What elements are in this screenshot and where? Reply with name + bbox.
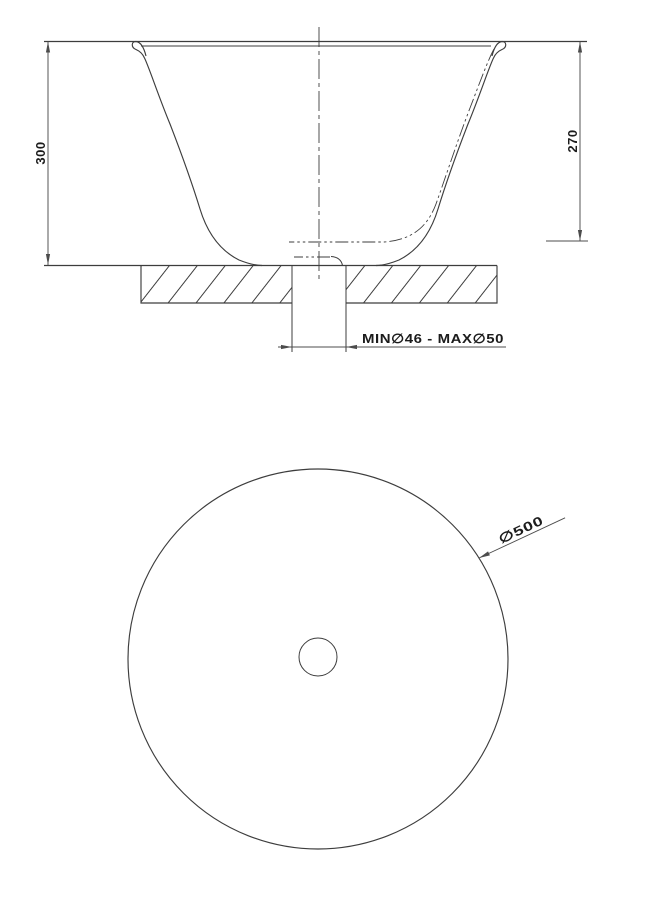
dim-label-depth: 270 (565, 129, 580, 153)
section-view (33, 27, 588, 352)
countertop-hatch-right (346, 266, 497, 304)
dim-label-diameter: ∅500 (496, 518, 535, 547)
dim-arrow-up-icon (46, 42, 50, 53)
basin-outer-wall-right (376, 42, 506, 266)
dim-label-hole-range: MIN∅46 - MAX∅50 (362, 331, 504, 346)
dim-arrow-down-icon (46, 254, 50, 265)
drain-hole-circle (299, 638, 337, 676)
basin-outer-wall-left (132, 42, 262, 266)
dim-outer-diameter (472, 504, 566, 560)
basin-rim-circle (128, 469, 508, 849)
dim-overall-height (33, 42, 50, 266)
countertop-section (141, 266, 497, 304)
dim-hole-diameter (278, 331, 506, 349)
dim-bowl-depth (546, 42, 588, 242)
plan-view (128, 469, 566, 849)
dim-arrow-right-icon (281, 345, 292, 349)
basin-inner-wall-phantom (289, 49, 494, 242)
countertop-hatch-left (141, 266, 292, 304)
dim-arrow-down-icon (578, 230, 582, 241)
dim-arrow-left-icon (346, 345, 357, 349)
drain-recess-curve (331, 257, 343, 266)
dim-label-height: 300 (33, 141, 48, 165)
dim-arrow-up-icon (578, 42, 582, 53)
